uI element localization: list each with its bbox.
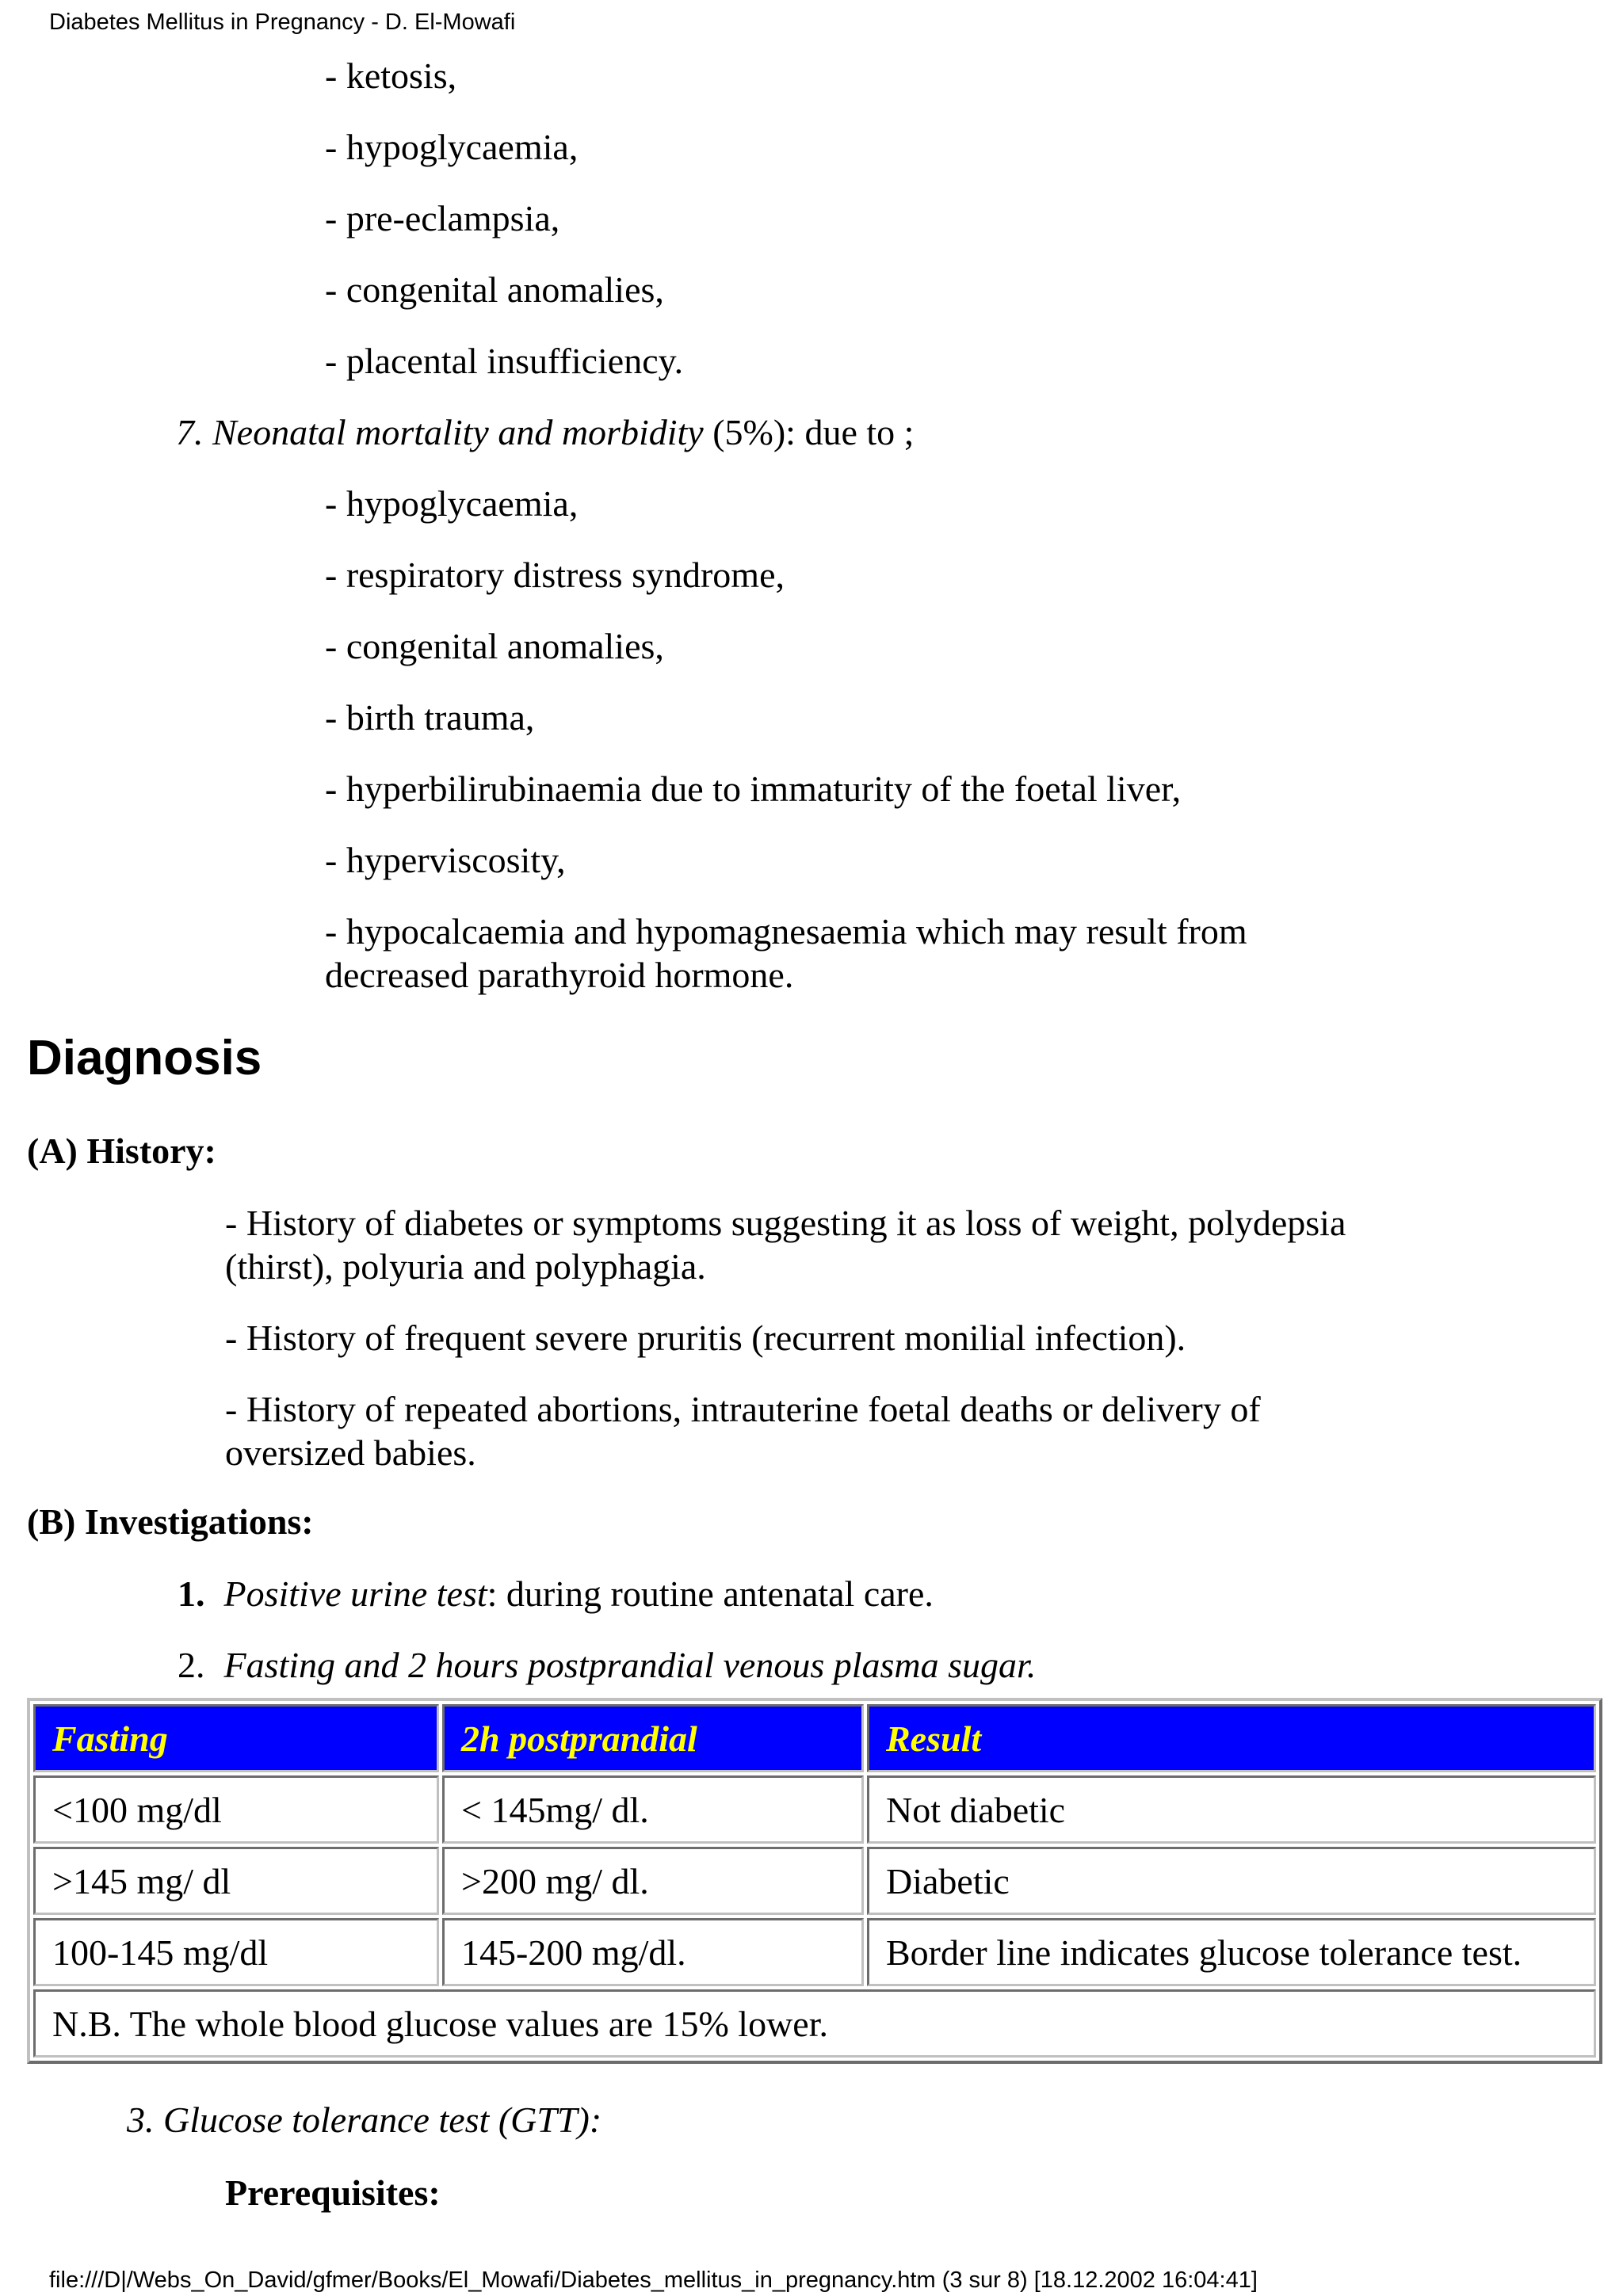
investigation-item <box>178 1572 934 1616</box>
page-footer: file:///D|/Webs_On_David/gfmer/Books/El_Mowafi/Diabetes_mellitus_in_pregnancy.htm (3 sur 8) [18.12.2002 16:04:41] <box>49 2267 1258 2293</box>
table-cell: < 145mg/ dl. <box>442 1775 864 1844</box>
table-header-cell: 2h postprandial <box>442 1704 864 1772</box>
list-item: - hyperbilirubinaemia due to immaturity of the foetal liver, <box>325 769 1182 809</box>
history-item: - History of diabetes or symptoms suggesting it as loss of weight, polydepsia <box>225 1203 1346 1243</box>
list-item: - congenital anomalies, <box>325 269 664 310</box>
investigation-title: Positive urine test <box>223 1573 487 1614</box>
investigation-number: 1. <box>178 1573 205 1614</box>
gtt-heading: 3. Glucose tolerance test (GTT): <box>127 2100 602 2140</box>
prerequisites-heading: Prerequisites: <box>225 2172 441 2213</box>
history-heading: (A) History: <box>27 1131 216 1171</box>
investigations-heading: (B) Investigations: <box>27 1501 314 1542</box>
glucose-table <box>27 1698 1602 2064</box>
investigation-item <box>178 1643 1036 1688</box>
table-row <box>33 1775 1596 1844</box>
list-item: - hypocalcaemia and hypomagnesaemia which may result from <box>325 911 1247 952</box>
neonatal-rest: (5%): due to ; <box>703 412 915 452</box>
history-item: - History of frequent severe pruritis (recurrent monilial infection). <box>225 1318 1186 1358</box>
table-cell: <100 mg/dl <box>33 1775 439 1844</box>
diagnosis-heading: Diagnosis <box>27 1031 262 1085</box>
page-header: Diabetes Mellitus in Pregnancy - D. El-Mowafi <box>49 10 516 35</box>
neonatal-heading <box>176 410 914 455</box>
table-note: N.B. The whole blood glucose values are 15% lower. <box>33 1989 1596 2058</box>
list-item-continued: decreased parathyroid hormone. <box>325 955 794 995</box>
list-item: - hypoglycaemia, <box>325 483 579 524</box>
table-note-row <box>33 1989 1596 2058</box>
list-item: - hyperviscosity, <box>325 840 566 880</box>
table-row <box>33 1847 1596 1915</box>
list-item: - birth trauma, <box>325 697 535 738</box>
history-item-continued: oversized babies. <box>225 1432 476 1473</box>
table-cell: 145-200 mg/dl. <box>442 1918 864 1986</box>
investigation-title: Fasting and 2 hours postprandial venous plasma sugar. <box>223 1645 1037 1685</box>
table-header-cell: Fasting <box>33 1704 439 1772</box>
list-item: - ketosis, <box>325 55 457 96</box>
table-cell: >145 mg/ dl <box>33 1847 439 1915</box>
table-header-row <box>33 1704 1596 1772</box>
investigation-rest: : during routine antenatal care. <box>487 1573 934 1614</box>
table-cell: >200 mg/ dl. <box>442 1847 864 1915</box>
table-cell: 100-145 mg/dl <box>33 1918 439 1986</box>
history-item: - History of repeated abortions, intrauterine foetal deaths or delivery of <box>225 1389 1261 1429</box>
table-cell: Border line indicates glucose tolerance test. <box>867 1918 1596 1986</box>
neonatal-title: Neonatal mortality and morbidity <box>212 412 704 452</box>
list-item: - congenital anomalies, <box>325 626 664 666</box>
investigation-number: 2. <box>178 1645 205 1685</box>
list-item: - respiratory distress syndrome, <box>325 555 785 595</box>
list-item: - pre-eclampsia, <box>325 198 560 238</box>
neonatal-number: 7. <box>176 412 212 452</box>
list-item: - hypoglycaemia, <box>325 127 579 167</box>
table-cell: Not diabetic <box>867 1775 1596 1844</box>
table-cell: Diabetic <box>867 1847 1596 1915</box>
table-row <box>33 1918 1596 1986</box>
table-header-cell: Result <box>867 1704 1596 1772</box>
history-item-continued: (thirst), polyuria and polyphagia. <box>225 1246 706 1287</box>
list-item: - placental insufficiency. <box>325 341 684 381</box>
